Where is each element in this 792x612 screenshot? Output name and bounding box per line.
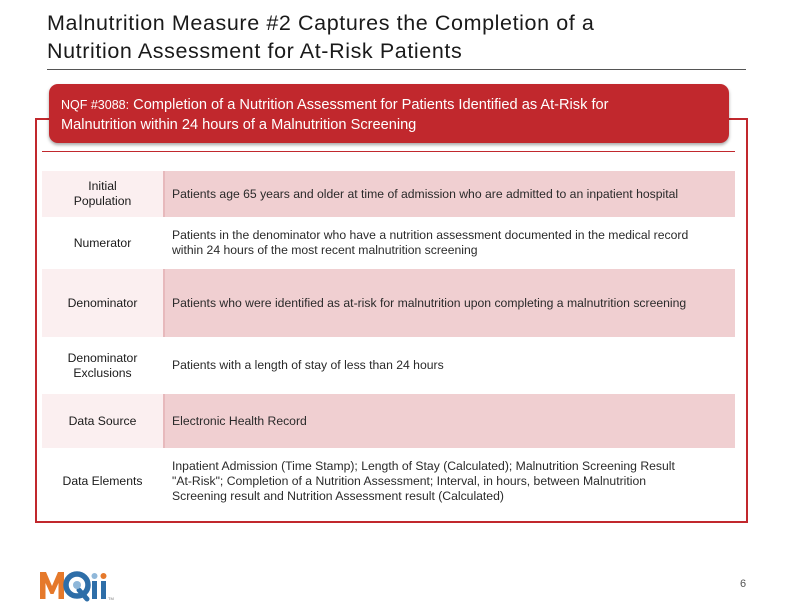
row-label: Data Elements [62,473,143,488]
table-row [42,217,735,269]
row-label: Initial Population [42,171,163,217]
title-divider [47,69,746,70]
row-label: Numerator [73,235,132,250]
row-label: Data Source [42,394,163,448]
table-row [42,269,735,337]
table-row [42,171,735,217]
logo-tm: TM [108,596,114,601]
row-value: Patients age 65 years and older at time of admission who are admitted to an inpatient hospital [172,186,679,201]
mqii-logo [39,566,119,602]
row-value: Patients with a length of stay of less than 24 hours [172,358,444,372]
nqf-label: NQF #3088: [61,98,130,112]
page-number: 6 [740,578,747,590]
banner-line-1 [61,95,717,115]
row-value: Electronic Health Record [172,413,307,428]
row-value: Inpatient Admission (Time Stamp); Length of Stay (Calculated); Malnutrition Screening Result "At-Risk"; Completion of a Nutrition Assessment; Interval, in hours, between Malnutrition Screening result and Nutrition Assessment result (Calculated) [172,458,675,503]
slide-title [47,9,747,65]
row-label: Denominator Exclusions [67,350,138,380]
slide-title-line-2: Nutrition Assessment for At-Risk Patients [47,39,463,63]
table-row [42,448,735,514]
frame-inner-divider [42,151,735,152]
row-value: Patients who were identified as at-risk for malnutrition upon completing a malnutrition screening [172,295,687,310]
banner-text-line-2: Malnutrition within 24 hours of a Malnutrition Screening [61,117,417,133]
row-value: Patients in the denominator who have a nutrition assessment documented in the medical record within 24 hours of the most recent malnutrition screening [172,228,689,257]
mqii-logo-mark [39,566,119,602]
banner-text-line-1: Completion of a Nutrition Assessment for Patients Identified as At-Risk for [133,97,609,113]
slide-title-line-1: Malnutrition Measure #2 Captures the Completion of a [47,11,595,35]
measure-table [42,171,735,514]
table-row [42,337,735,394]
row-label: Denominator [42,269,163,337]
table-row [42,394,735,448]
measure-banner [49,84,729,143]
